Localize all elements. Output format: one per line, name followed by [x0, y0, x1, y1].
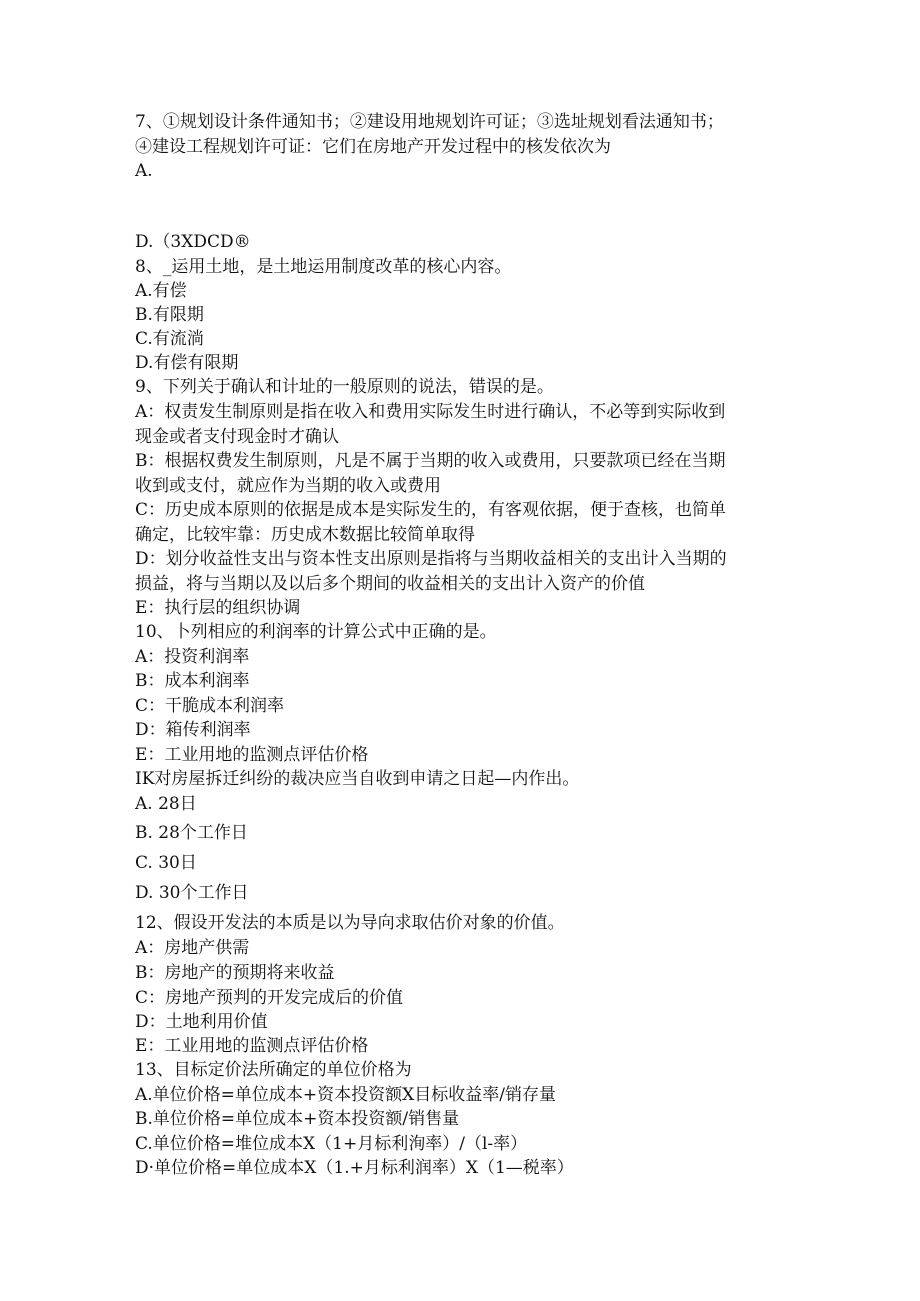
q9-option-d-line2: 损益，将与当期以及以后多个期间的收益相关的支出计入资产的价值 — [135, 574, 645, 594]
q10-option-e: E：工业用地的监测点评估价格 — [135, 745, 369, 765]
q7-text-line1: 7、①规划设计条件通知书；②建设用地规划许可证；③选址规划看法通知书； — [135, 112, 724, 132]
q9-option-a-line2: 现金或者支付现金时才确认 — [135, 427, 339, 447]
q11-option-a: A. 28日 — [135, 794, 197, 814]
q8-text: 8、_运用土地，是土地运用制度改革的核心内容。 — [135, 257, 512, 277]
q13-option-a: A.单位价格=单位成本+资本投资额X目标收益率/销存量 — [135, 1085, 556, 1105]
q12-option-c: C：房地产预判的开发完成后的价值 — [135, 988, 404, 1008]
q7-option-d: D.（3XDCD® — [135, 232, 251, 252]
q8-option-a: A.有偿 — [135, 281, 187, 301]
q9-option-b-line1: B：根据权费发生制原则，凡是不属于当期的收入或费用，只要款项已经在当期 — [135, 451, 726, 471]
q10-text: 10、卜列相应的利润率的计算公式中正确的是。 — [135, 622, 497, 642]
q12-option-e: E：工业用地的监测点评估价格 — [135, 1036, 369, 1056]
q9-option-e: E：执行层的组织协调 — [135, 598, 301, 618]
q9-option-d-line1: D：划分收益性支出与资本性支出原则是指将与当期收益相关的支出计入当期的 — [135, 549, 727, 569]
q10-option-a: A：投资利润率 — [135, 647, 250, 667]
q9-option-c-line1: C：历史成本原则的依据是成本是实际发生的，有客观依据，便于查核，也简单 — [135, 500, 727, 520]
q8-option-b: B.有限期 — [135, 305, 204, 325]
q9-option-b-line2: 收到或支付，就应作为当期的收入或费用 — [135, 476, 441, 496]
q9-text: 9、下列关于确认和计址的一般原则的说法，错误的是。 — [135, 377, 554, 397]
q13-option-b: B.单位价格=单位成本+资本投资额/销售量 — [135, 1109, 460, 1129]
q10-option-d: D：箱传利润率 — [135, 720, 251, 740]
q11-option-c: C. 30日 — [135, 853, 197, 873]
q7-option-a: A. — [135, 161, 153, 181]
q9-option-c-line2: 确定，比较牢靠：历史成木数据比较简单取得 — [135, 525, 475, 545]
q13-option-c: C.单位价格=堆位成本X（1+月标利洵率）/（l-率） — [135, 1134, 528, 1154]
q8-option-d: D.有偿有限期 — [135, 353, 239, 373]
q12-option-a: A：房地产供需 — [135, 938, 250, 958]
q13-option-d: D·单位价格=单位成本X（1.+月标利润率）X（1—税率） — [135, 1158, 574, 1178]
q11-text: IK对房屋拆迁纠纷的裁决应当自收到申请之日起—内作出。 — [135, 769, 580, 789]
q8-option-c: C.有流淌 — [135, 329, 204, 349]
q12-option-d: D：土地利用价值 — [135, 1012, 268, 1032]
q12-text: 12、假设开发法的本质是以为导向求取估价对象的价值。 — [135, 913, 565, 933]
q7-text-line2: ④建设工程规划许可证：它们在房地产开发过程中的核发依次为 — [135, 137, 611, 157]
q9-option-a-line1: A：权责发生制原则是指在收入和费用实际发生时进行确认，不必等到实际收到 — [135, 402, 726, 422]
q10-option-b: B：成本利润率 — [135, 671, 250, 691]
q12-option-b: B：房地产的预期将来收益 — [135, 963, 335, 983]
q11-option-d: D. 30个工作日 — [135, 883, 249, 903]
q10-option-c: C：干脆成本利润率 — [135, 696, 285, 716]
q11-option-b: B. 28个工作日 — [135, 823, 248, 843]
q13-text: 13、目标定价法所确定的单位价格为 — [135, 1060, 412, 1080]
